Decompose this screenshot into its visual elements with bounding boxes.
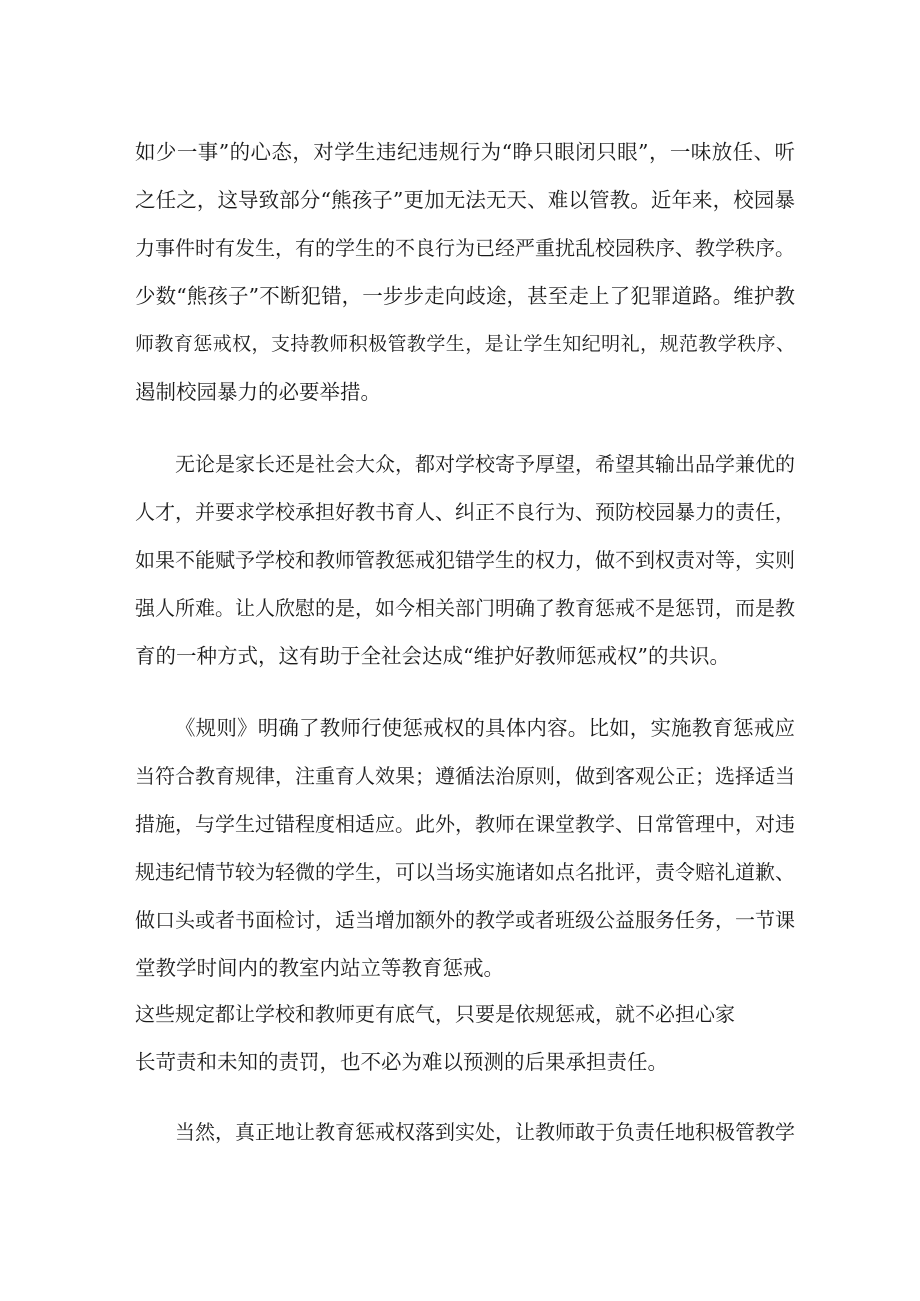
paragraph-2-line-3: 如果不能赋予学校和教师管教惩戒犯错学生的权力，做不到权责对等，实则 <box>135 548 795 572</box>
paragraph-1-line-6: 遏制校园暴力的必要举措。 <box>135 380 381 404</box>
paragraph-3-line-2: 当符合教育规律，注重育人效果；遵循法治原则，做到客观公正；选择适当 <box>135 764 795 788</box>
paragraph-3-line-7: 这些规定都让学校和教师更有底气，只要是依规惩戒，就不必担心家 <box>135 1002 735 1026</box>
paragraph-4-line-1: 当然，真正地让教育惩戒权落到实处，让教师敢于负责任地积极管教学 <box>175 1120 795 1144</box>
paragraph-2-line-5: 育的一种方式，这有助于全社会达成“维护好教师惩戒权”的共识。 <box>135 644 730 668</box>
paragraph-2-line-1: 无论是家长还是社会大众，都对学校寄予厚望，希望其输出品学兼优的 <box>175 452 795 476</box>
paragraph-1-line-5: 师教育惩戒权，支持教师积极管教学生，是让学生知纪明礼，规范教学秩序、 <box>135 333 795 355</box>
paragraph-1-line-3: 力事件时有发生，有的学生的不良行为已经严重扰乱校园秩序、教学秩序。 <box>135 236 795 260</box>
paragraph-2-line-2: 人才，并要求学校承担好教书育人、纠正不良行为、预防校园暴力的责任， <box>135 500 795 524</box>
paragraph-2-line-4: 强人所难。让人欣慰的是，如今相关部门明确了教育惩戒不是惩罚，而是教 <box>135 596 795 620</box>
paragraph-3-line-6: 堂教学时间内的教室内站立等教育惩戒。 <box>135 956 504 980</box>
paragraph-1-line-2: 之任之，这导致部分“熊孩子”更加无法无天、难以管教。近年来，校园暴 <box>135 188 795 212</box>
paragraph-1-line-4: 少数“熊孩子”不断犯错，一步步走向歧途，甚至走上了犯罪道路。维护教 <box>135 284 795 308</box>
paragraph-1-line-1: 如少一事”的心态，对学生违纪违规行为“睁只眼闭只眼”，一味放任、听 <box>135 140 795 164</box>
paragraph-3-line-4: 规违纪情节较为轻微的学生，可以当场实施诸如点名批评，责令赔礼道歉、 <box>135 860 795 884</box>
paragraph-3-line-1: 《规则》明确了教师行使惩戒权的具体内容。比如，实施教育惩戒应 <box>175 716 795 740</box>
paragraph-3-line-3: 措施，与学生过错程度相适应。此外，教师在课堂教学、日常管理中，对违 <box>135 812 795 836</box>
paragraph-3-line-5: 做口头或者书面检讨，适当增加额外的教学或者班级公益服务任务，一节课 <box>135 908 795 932</box>
paragraph-3-line-8: 长苛责和未知的责罚，也不必为难以预测的后果承担责任。 <box>135 1050 668 1074</box>
